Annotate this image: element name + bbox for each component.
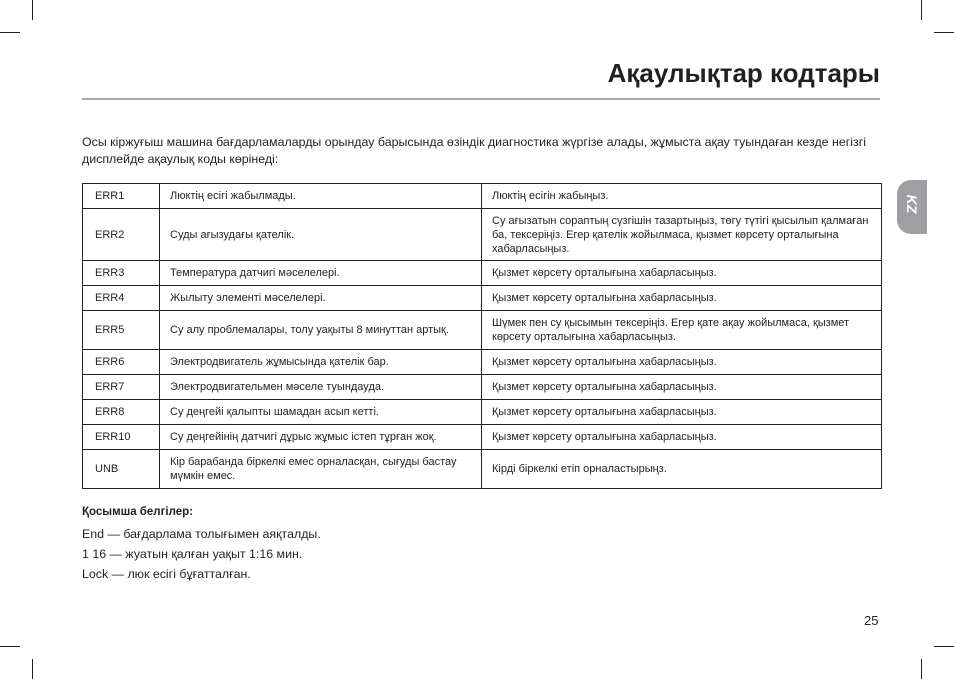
title-divider xyxy=(82,98,880,100)
table-row xyxy=(83,350,882,375)
page-title: Ақаулықтар кодтары xyxy=(607,58,880,88)
error-solution: Кірді біркелкі етіп орналастырыңз. xyxy=(482,450,882,489)
symbol-line: 1 16 — жуатын қалған уақыт 1:16 мин. xyxy=(82,547,303,561)
language-tab xyxy=(897,180,927,234)
crop-mark xyxy=(0,646,20,647)
crop-mark xyxy=(934,32,954,33)
error-solution: Қызмет көрсету орталығына хабарласыңыз. xyxy=(482,261,882,286)
crop-mark xyxy=(32,0,33,20)
table-row xyxy=(83,184,882,209)
error-problem: Электродвигатель жұмысында қателік бар. xyxy=(160,350,482,375)
error-problem: Кір барабанда біркелкі емес орналасқан, сығуды бастау мүмкін емес. xyxy=(160,450,482,489)
error-code: ERR3 xyxy=(83,261,160,286)
table-row xyxy=(83,286,882,311)
table-row xyxy=(83,400,882,425)
error-solution: Қызмет көрсету орталығына хабарласыңыз. xyxy=(482,400,882,425)
error-problem: Су деңгейінің датчигі дұрыс жұмыс істеп тұрған жоқ. xyxy=(160,425,482,450)
error-code: UNB xyxy=(83,450,160,489)
additional-symbols-heading: Қосымша белгілер: xyxy=(82,506,193,518)
error-solution: Қызмет көрсету орталығына хабарласыңыз. xyxy=(482,375,882,400)
symbol-line: Lock — люк есігі бұғатталған. xyxy=(82,567,251,581)
error-code: ERR8 xyxy=(83,400,160,425)
crop-mark xyxy=(0,32,20,33)
error-codes-table xyxy=(82,183,882,489)
error-solution: Қызмет көрсету орталығына хабарласыңыз. xyxy=(482,425,882,450)
crop-mark xyxy=(934,646,954,647)
error-code: ERR7 xyxy=(83,375,160,400)
table-row xyxy=(83,261,882,286)
table-row xyxy=(83,311,882,350)
additional-symbols xyxy=(82,506,321,584)
error-problem: Су алу проблемалары, толу уақыты 8 минуттан артық. xyxy=(160,311,482,350)
crop-mark xyxy=(32,659,33,679)
intro-paragraph: Осы кіржуғыш машина бағдарламаларды орындау барысында өзіндік диагностика жүргізе алады, жұмыста ақау туындаған кезде негізгі дисплейде ақаулық коды көрінеді: xyxy=(82,135,866,166)
crop-mark xyxy=(921,659,922,679)
error-problem: Суды ағызудағы қателік. xyxy=(160,209,482,261)
error-code: ERR2 xyxy=(83,209,160,261)
error-problem: Электродвигательмен мәселе туындауда. xyxy=(160,375,482,400)
error-solution: Қызмет көрсету орталығына хабарласыңыз. xyxy=(482,350,882,375)
error-code: ERR10 xyxy=(83,425,160,450)
error-problem: Су деңгейі қалыпты шамадан асып кетті. xyxy=(160,400,482,425)
error-solution: Шүмек пен су қысымын тексеріңіз. Егер қате ақау жойылмаса, қызмет көрсету орталығына хабарласыңыз. xyxy=(482,311,882,350)
language-tab-label: KZ xyxy=(904,194,920,214)
error-code: ERR1 xyxy=(83,184,160,209)
error-solution: Су ағызатын сораптың сүзгішін тазартыңыз, төгу түтігі қысылып қалмаған ба, тексеріңіз. Егер қателік жойылмаса, қызмет көрсету орталығына хабарласыңыз. xyxy=(482,209,882,261)
table-row xyxy=(83,375,882,400)
error-problem: Температура датчигі мәселелері. xyxy=(160,261,482,286)
error-code: ERR5 xyxy=(83,311,160,350)
error-problem: Люктің есігі жабылмады. xyxy=(160,184,482,209)
table-row xyxy=(83,450,882,489)
error-problem: Жылыту элементі мәселелері. xyxy=(160,286,482,311)
symbol-line: End — бағдарлама толығымен аяқталды. xyxy=(82,527,321,541)
error-code: ERR4 xyxy=(83,286,160,311)
error-solution: Қызмет көрсету орталығына хабарласыңыз. xyxy=(482,286,882,311)
page-number: 25 xyxy=(864,613,879,628)
table-row xyxy=(83,209,882,261)
error-solution: Люктің есігін жабыңыз. xyxy=(482,184,882,209)
error-code: ERR6 xyxy=(83,350,160,375)
table-row xyxy=(83,425,882,450)
crop-mark xyxy=(921,0,922,20)
